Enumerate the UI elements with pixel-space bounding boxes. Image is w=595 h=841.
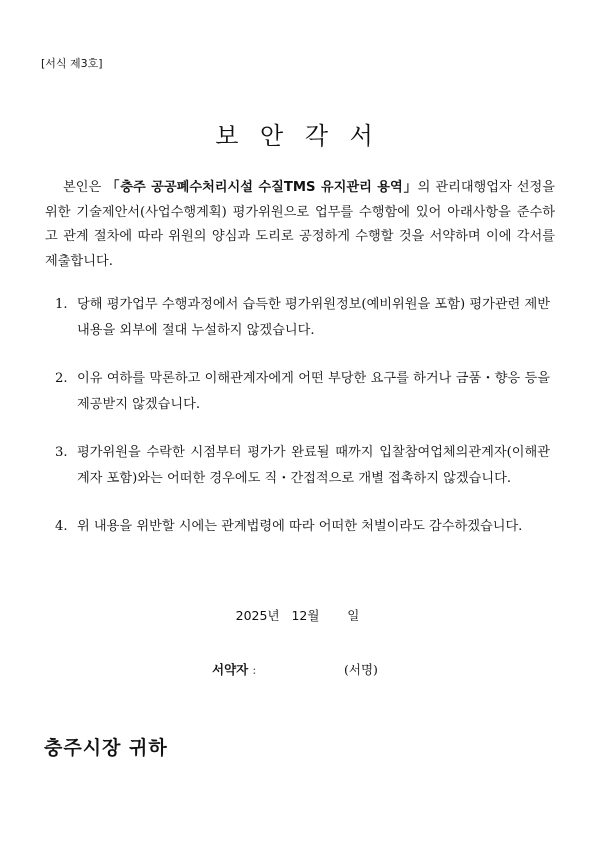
pledge-number: 2. (55, 371, 68, 386)
document-title: 보 안 각 서 (215, 122, 380, 150)
pledge-item-2 (55, 366, 550, 418)
form-number: [서식 제3호] (41, 57, 103, 70)
pledge-text: 평가위원을 수락한 시점부터 평가가 완료될 때까지 입찰참여업체의관계자(이해관계자 포함)와는 어떠한 경우에도 직・간접적으로 개별 접촉하지 않겠습니다. (77, 445, 550, 486)
intro-prefix: 본인은 (63, 180, 107, 195)
pledge-item-1 (55, 292, 550, 344)
pledge-number: 3. (55, 445, 68, 460)
intro-paragraph (45, 176, 555, 274)
pledge-text: 당해 평가업무 수행과정에서 습득한 평가위원정보(예비위원을 포함) 평가관련 제반 내용을 외부에 절대 누설하지 않겠습니다. (77, 297, 550, 338)
signatory-label: 서약자 (212, 662, 249, 677)
intro-suffix: 의 관리대행업자 선정을 위한 기술제안서(사업수행계획) 평가위원으로 업무를 수행함에 있어 아래사항을 준수하고 관계 절차에 따라 위원의 양심과 도리로 공정하게 수행할 것을 서약하며 이에 각서를 제출합니다. (45, 180, 555, 269)
signature-mark: (서명) (344, 662, 378, 677)
pledge-number: 4. (55, 519, 68, 534)
signatory-colon: : (248, 662, 257, 677)
pledge-item-4 (55, 514, 550, 540)
pledge-item-3 (55, 440, 550, 492)
project-name: 「충주 공공폐수처리시설 수질TMS 유지관리 용역」 (106, 180, 418, 195)
pledge-number: 1. (55, 297, 68, 312)
date-line: 2025년 12월 일 (235, 608, 360, 623)
signatory-line (212, 660, 256, 678)
pledge-text: 위 내용을 위반할 시에는 관계법령에 따라 어떠한 처벌이라도 감수하겠습니다. (77, 519, 523, 534)
pledge-text: 이유 여하를 막론하고 이해관계자에게 어떤 부당한 요구를 하거나 금품・향응 등을 제공받지 않겠습니다. (77, 371, 550, 412)
pledge-list (55, 292, 550, 562)
recipient: 충주시장 귀하 (44, 737, 168, 759)
